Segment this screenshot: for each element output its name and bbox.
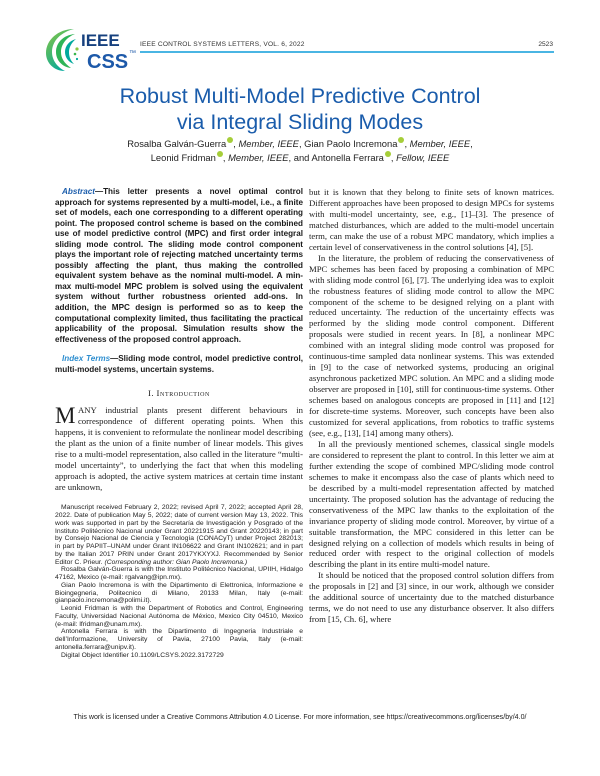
index-terms-paragraph (55, 354, 303, 375)
author-name: Antonella Ferrara (311, 151, 384, 163)
logo-css-text: CSS (87, 51, 129, 73)
author-separator: , (404, 138, 410, 150)
index-terms-lead: Index Terms (62, 354, 111, 364)
index-terms-text: —Sliding mode control, model predictive control, multi-model systems, uncertain systems. (55, 354, 303, 374)
footnote-funding-text: Manuscript received February 2, 2022; revised April 7, 2022; accepted April 28, 2022. Date of publication May 5, 2022; date of current version May 13, 2022. This work was supported in part by the Secretaría de Investigación y Posgrado of the Instituto Politécnico Nacional under Grant 20221915 and Grant 20220143; in part by Consejo Nacional de Ciencia y Tecnología (CONACyT) under Project 282013; in part by PAPIIT–UNAM under Grant IN106622 and Grant IN102621; and in part by the Italian 2017 PRIN under Grant 2017YKXYXJ. Recommended by Senior Editor C. Prieur. (55, 504, 303, 566)
author-role: Fellow, IEEE (396, 151, 450, 163)
author-role: Member, IEEE (238, 138, 299, 150)
logo-ieee-text: IEEE (81, 31, 120, 50)
section-number: I. (147, 388, 154, 399)
author-separator: , (222, 151, 229, 163)
footnote-affiliation: Gian Paolo Incremona is with the Dipartimento di Elettronica, Informazione e Bioingegneria, Politecnico di Milano, 20133 Milan, Italy (e-mail: gianpaolo.incremona@polimi.it). (55, 581, 303, 605)
author-role: Member, IEEE (228, 151, 289, 163)
left-column (55, 187, 303, 659)
author-separator: , (233, 138, 239, 150)
footnote-funding (55, 504, 303, 566)
intro-caps: ANY (77, 405, 97, 416)
author-name: Leonid Fridman (150, 151, 216, 163)
license-footer: This work is licensed under a Creative Commons Attribution 4.0 License. For more information, see https://creativecommons.org/licenses/by/4.0/ (73, 713, 527, 721)
right-column (309, 187, 554, 625)
author-name: Gian Paolo Incremona (304, 138, 398, 150)
author-separator: , (470, 138, 473, 150)
intro-paragraph (55, 405, 303, 493)
body-paragraph: but it is known that they belong to finite sets of known matrices. Different approaches have been proposed to design MPCs for systems with multi-model uncertainty, see, e.g., [1]–[3]. The presence of matched disturbances, which are added to the multi-model uncertain term, can make the use of a robust MPC mandatory, which implies a certain level of conservativeness in the control solutions [4], [5]. (309, 187, 554, 252)
footnote-affiliation: Leonid Fridman is with the Department of Robotics and Control, Engineering Faculty, Universidad Nacional Autónoma de México, Mexico City 04510, Mexico (e-mail: lfridman@unam.mx). (55, 605, 303, 628)
author-separator: , (298, 138, 305, 150)
footnote-doi: Digital Object Identifier 10.1109/LCSYS.2022.3172729 (61, 651, 224, 659)
author-role: Member, IEEE (409, 138, 471, 150)
footnote-affiliation: Rosalba Galván-Guerra is with the Instituto Politécnico Nacional, UPIIH, Hidalgo 47162, Mexico (e-mail: rgalvang@ipn.mx). (55, 566, 303, 582)
author-separator: , and (288, 151, 312, 163)
paper-title (0, 83, 600, 135)
author-list (0, 137, 600, 164)
paper-title-line2: via Integral Sliding Modes (176, 110, 424, 134)
page-number: 2523 (538, 41, 553, 48)
journal-header: IEEE CONTROL SYSTEMS LETTERS, VOL. 6, 2022 (140, 41, 305, 48)
footnote-affiliation: Antonella Ferrara is with the Dipartimento di Ingegneria Industriale e dell’Informazione, University of Pavia, 27100 Pavia, Italy (e-mail: antonella.ferrara@unipv.it). (55, 628, 303, 651)
author-separator: , (390, 151, 397, 163)
body-paragraph: In the literature, the problem of reducing the conservativeness of MPC schemes has been faced by proposing a combination of MPC with sliding mode control [6], [7]. The underlying idea was to exploit the robustness features of sliding mode control to allow the MPC component of the scheme to be designed relying on a plant with reduced uncertainty. The reduction of the uncertainty effects was performed by the sliding mode control component. Different proposals were studied in recent years. In [8], a nonlinear MPC combined with an integral sliding mode control was proposed for continuous-time sampled data nonlinear systems. This was extended in [9] to the case of networked systems, producing an original asynchronous packetized MPC solution. An MPC and a sliding mode observer are proposed in [10], still for continuous-time systems. Other schemes based on analogous concepts are proposed in [11] and [12] for discrete-time systems. Moreover, such concepts have been also customized for several applications, from robotics to traffic systems (see, e.g., [13], [14] among many others). (309, 252, 554, 438)
section-title: Introduction (156, 388, 210, 399)
abstract-text: —This letter presents a novel optimal control approach for systems represented by a multi-model, i.e., a finite set of models, each one corresponding to a different operating point. The proposed control scheme is based on the combined use of model predictive control (MPC) and first order integral sliding mode control. The sliding mode control component plays the important role of rejecting matched uncertainty terms possibly affecting the plant, thus making the controlled equivalent system behave as the nominal multi-model. A min-max multi-model MPC problem is solved using the equivalent system without further robustness oriented add-ons. In addition, the MPC design is performed so as to keep the computational complexity limited, thus facilitating the practical applicability of the proposal. Simulation results show the effectiveness of the proposed control approach. (55, 187, 303, 344)
abstract-lead: Abstract (62, 187, 95, 196)
abstract-paragraph (55, 187, 303, 345)
logo-trademark: ™ (129, 50, 136, 57)
author-line1 (0, 137, 600, 151)
intro-text: industrial plants present different behaviours in correspondence of different operating points. When this happens, it is convenient to reformulate the nonlinear model describing the plant as the union of a finite number of linear models. This gives rise to a multi-model representation, also called in the literature “multi-model uncertainty”, to underlying the fact that when this modeling approach is adopted, the active system matrices at certain time instant are unknown, (55, 405, 303, 493)
drop-cap: M (55, 403, 76, 429)
first-page-footnotes (55, 504, 303, 659)
body-paragraph: It should be noticed that the proposed control solution differs from the proposals in [2] and [3] since, in our work, although we consider the additional source of uncertainty due to the matched disturbance terms, we do not need to use any disturbance observer. It also differs from [15, Ch. 6], where (309, 570, 554, 625)
author-name: Rosalba Galván-Guerra (127, 138, 227, 150)
ieee-css-logo-icon (44, 27, 138, 73)
section-heading (55, 388, 303, 398)
paper-title-line1: Robust Multi-Model Predictive Control (119, 84, 481, 108)
corresponding-author-note: (Corresponding author: Gian Paolo Incremona.) (104, 558, 248, 566)
body-paragraph: In all the previously mentioned schemes, classical single models are considered to represent the plant to control. In this letter we aim at further extending the scope of combined MPC/sliding mode control schemes to make it encompass also the case of plants which need to be described by a multi-model representation affected by matched uncertainty. The proposed solution has the advantage of reducing the conservativeness of the MPC law thanks to the exploitation of the invariance property of sliding mode control. Moreover, by virtue of a suitable transformation, the MPC considered in this letter can be designed relying on a collection of models which results in being of reduced order with respect to the original collection of models describing the plant in its entire multi-model nature. (309, 438, 554, 570)
author-line2 (0, 151, 600, 165)
header-rule (140, 51, 554, 53)
